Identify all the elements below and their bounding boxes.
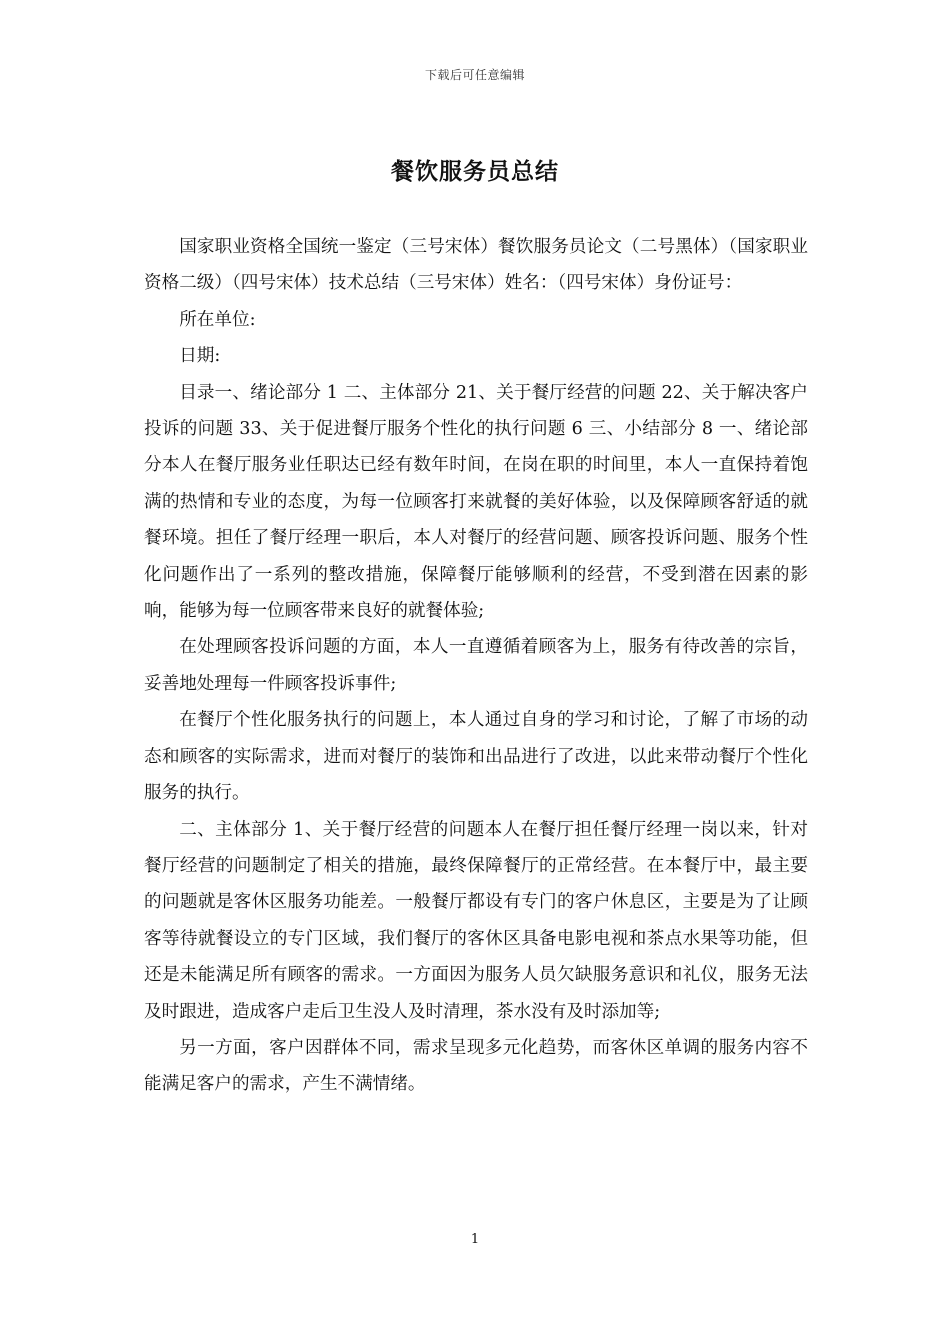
header-note: 下载后可任意编辑	[424, 68, 525, 82]
paragraph-main-section: 二、主体部分 1、关于餐厅经营的问题本人在餐厅担任餐厅经理一岗以来，针对餐厅经营的问题制定了相关的措施，最终保障餐厅的正常经营。在本餐厅中，最主要的问题就是客休区服务功能差。一般餐厅都设有专门的客户休息区，主要是为了让顾客等待就餐设立的专门区域，我们餐厅的客休区具备电影电视和茶点水果等功能，但还是未能满足所有顾客的需求。一方面因为服务人员欠缺服务意识和礼仪，服务无法及时跟进，造成客户走后卫生没人及时清理，茶水没有及时添加等;	[144, 819, 808, 1022]
paragraph-unit: 所在单位:	[179, 309, 256, 330]
paragraph-complaints: 在处理顾客投诉问题的方面，本人一直遵循着顾客为上，服务有待改善的宗旨，妥善地处理每一件顾客投诉事件;	[144, 637, 808, 694]
paragraph-cover-info: 国家职业资格全国统一鉴定（三号宋体）餐饮服务员论文（二号黑体）（国家职业资格二级）（四号宋体）技术总结（三号宋体）姓名：（四号宋体）身份证号：	[144, 237, 808, 294]
document-title: 餐饮服务员总结	[391, 159, 559, 185]
paragraph-toc-intro: 目录一、绪论部分 1 二、主体部分 21、关于餐厅经营的问题 22、关于解决客户投诉的问题 33、关于促进餐厅服务个性化的执行问题 6 三、小结部分 8 一、绪论部分本人在餐厅服务业任职达已经有数年时间，在岗在职的时间里，本人一直保持着饱满的热情和专业的态度，为每一位顾客打来就餐的美好体验，以及保障顾客舒适的就餐环境。担任了餐厅经理一职后，本人对餐厅的经营问题、顾客投诉问题、服务个性化问题作出了一系列的整改措施，保障餐厅能够顺利的经营，不受到潜在因素的影响，能够为每一位顾客带来良好的就餐体验;	[144, 382, 808, 622]
paragraph-customer-needs: 另一方面，客户因群体不同，需求呈现多元化趋势，而客休区单调的服务内容不能满足客户的需求，产生不满情绪。	[144, 1037, 808, 1095]
paragraph-date: 日期:	[179, 346, 221, 367]
document-body	[144, 229, 808, 1103]
paragraph-personalization: 在餐厅个性化服务执行的问题上，本人通过自身的学习和讨论，了解了市场的动态和顾客的实际需求，进而对餐厅的装饰和出品进行了改进，以此来带动餐厅个性化服务的执行。	[144, 710, 808, 804]
page-number: 1	[470, 1232, 480, 1247]
